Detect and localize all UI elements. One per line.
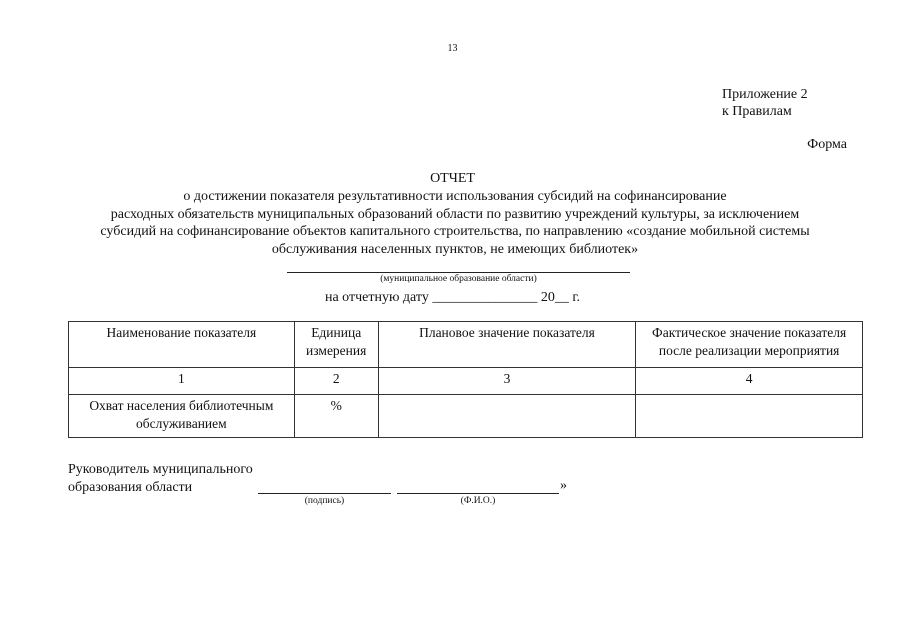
header-planned-value: Плановое значение показателя (378, 322, 636, 368)
page-number: 13 (447, 43, 458, 54)
header-unit: Единица измерения (294, 322, 378, 368)
unit-cell: % (294, 395, 378, 438)
table-header-row (69, 322, 863, 368)
head-of-municipality-label (68, 461, 253, 497)
subtitle-line: о достижении показателя результативности использования субсидий на софинансирование (183, 189, 727, 204)
municipality-fill-line (287, 272, 630, 273)
full-name-fill-line[interactable] (397, 493, 559, 494)
header-indicator-name: Наименование показателя (69, 322, 295, 368)
subtitle-line: обслуживания населенных пунктов, не имеющих библиотек» (271, 241, 639, 257)
form-label: Форма (807, 137, 847, 152)
subtitle-line: расходных обязательств муниципальных образований области по развитию учреждений культуры, за исключением (110, 206, 800, 222)
signature-caption: (подпись) (304, 496, 345, 506)
head-label-line-1: Руководитель муниципального (68, 462, 253, 477)
subtitle-line: субсидий на софинансирование объектов капитального строительства, по направлению «создание мобильной системы (100, 224, 810, 239)
head-label-line-2: образования области (68, 480, 193, 495)
indicator-name-cell: Охват населения библиотечным обслуживанием (69, 395, 295, 438)
column-number: 4 (636, 368, 863, 395)
report-subtitle (60, 188, 850, 258)
planned-value-cell[interactable] (378, 395, 636, 438)
table-row (69, 395, 863, 438)
indicators-table (68, 321, 863, 438)
header-actual-value: Фактическое значение показателя после реализации мероприятия (636, 322, 863, 368)
report-title: ОТЧЕТ (430, 171, 475, 186)
appendix-line-1: Приложение 2 (722, 87, 808, 102)
actual-value-cell[interactable] (636, 395, 863, 438)
column-number: 3 (378, 368, 636, 395)
appendix-reference (722, 86, 808, 120)
table-column-numbers-row (69, 368, 863, 395)
column-number: 1 (69, 368, 295, 395)
municipality-caption: (муниципальное образование области) (380, 274, 537, 284)
report-date-line: на отчетную дату _______________ 20__ г. (324, 290, 581, 305)
closing-quote: » (560, 478, 567, 493)
full-name-caption: (Ф.И.О.) (460, 496, 496, 506)
signature-fill-line[interactable] (258, 493, 391, 494)
appendix-line-2: к Правилам (722, 104, 792, 119)
column-number: 2 (294, 368, 378, 395)
